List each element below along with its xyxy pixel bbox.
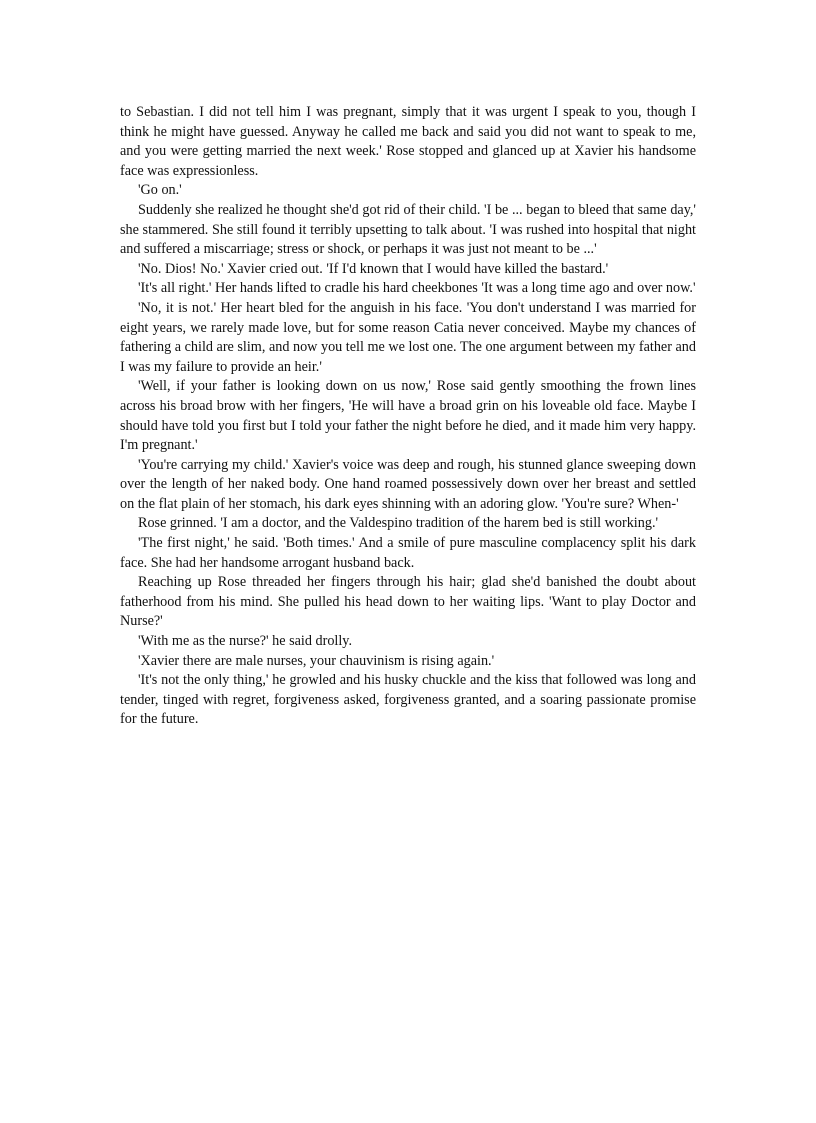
paragraph: 'It's not the only thing,' he growled and his husky chuckle and the kiss that followed was long and tender, tinged with regret, forgiveness asked, forgiveness granted, and a soaring passionate promise for the future. [120,672,696,728]
paragraph: 'Well, if your father is looking down on us now,' Rose said gently smoothing the frown lines across his broad brow with her fingers, 'He will have a broad grin on his loveable old face. Maybe I should have told you first but I told your father the night before he died, and it made him very happy. I'm pregnant.' [120,378,696,454]
paragraph: 'No. Dios! No.' Xavier cried out. 'If I'd known that I would have killed the bastard.' [138,260,609,277]
paragraph: 'Go on.' [138,182,182,199]
paragraph: 'The first night,' he said. 'Both times.' And a smile of pure masculine complacency split his dark face. She had her handsome arrogant husband back. [120,535,696,571]
paragraph: 'With me as the nurse?' he said drolly. [138,633,353,650]
paragraph: to Sebastian. I did not tell him I was pregnant, simply that it was urgent I speak to you, though I think he might have guessed. Anyway he called me back and said you did not want to speak to me, and you were getting married the next week.' Rose stopped and glanced up at Xavier his handsome face was expressionless. [120,104,696,179]
body-text [120,103,696,730]
paragraph: Reaching up Rose threaded her fingers through his hair; glad she'd banished the doubt about fatherhood from his mind. She pulled his head down to her waiting lips. 'Want to play Doctor and Nurse?' [120,574,696,630]
paragraph: Suddenly she realized he thought she'd got rid of their child. 'I be ... began to bleed that same day,' she stammered. She still found it terribly upsetting to talk about. 'I was rushed into hospital that night and suffered a miscarriage; stress or shock, or perhaps it was just not meant to be ...' [120,201,696,258]
paragraph: 'You're carrying my child.' Xavier's voice was deep and rough, his stunned glance sweeping down over the length of her naked body. One hand roamed possessively down over her breast and settled on the flat plain of her stomach, his dark eyes shinning with an adoring glow. 'You're sure? When-' [120,456,696,512]
paragraph: 'Xavier there are male nurses, your chauvinism is rising again.' [138,652,495,669]
paragraph: 'No, it is not.' Her heart bled for the anguish in his face. 'You don't understand I was married for eight years, we rarely made love, but for some reason Catia never conceived. Maybe my chances of fathering a child are slim, and now you tell me we lost one. The one argument between my father and I was my failure to provide an heir.' [120,299,696,375]
paragraph: Rose grinned. 'I am a doctor, and the Valdespino tradition of the harem bed is still working.' [138,515,659,532]
paragraph: 'It's all right.' Her hands lifted to cradle his hard cheekbones 'It was a long time ago and over now.' [138,280,696,297]
